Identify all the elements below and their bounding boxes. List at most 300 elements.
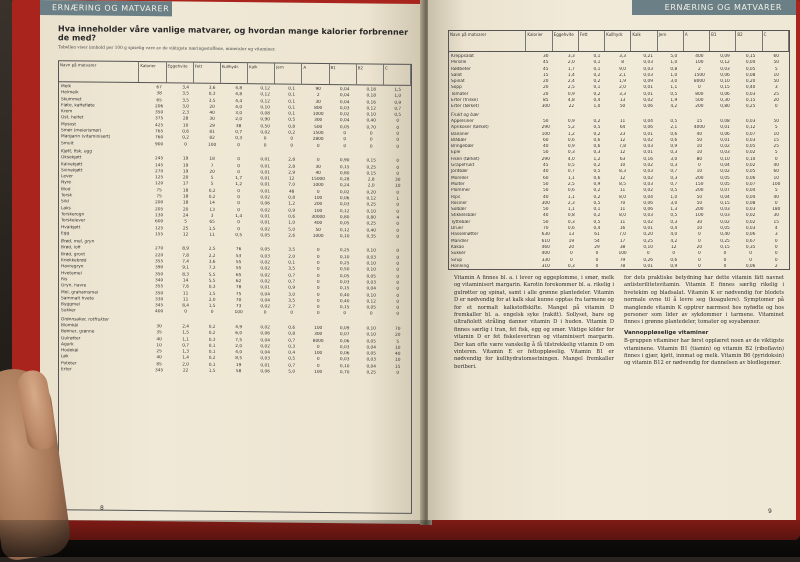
table-cell: 19	[182, 156, 189, 162]
table-surface-shadow	[0, 520, 800, 557]
table-cell: 0,8	[288, 124, 296, 130]
food-name: Erter (friske)	[451, 98, 478, 104]
table-cell: 1,1	[567, 194, 575, 200]
food-name: Lever	[61, 174, 73, 180]
table-cell: 0	[396, 138, 400, 144]
food-name: Bønner, grønne	[61, 329, 95, 335]
table-cell: 0	[237, 201, 241, 207]
table-cell: 48	[288, 189, 295, 195]
table-cell: 0,15	[366, 158, 377, 164]
table-cell: 0,12	[339, 227, 350, 233]
table-cell: 0,3	[670, 175, 678, 181]
table-cell: 0,01	[643, 91, 653, 97]
table-cell: 0,04	[366, 286, 377, 292]
table-cell: 0,9	[567, 91, 575, 97]
table-cell: 20	[182, 175, 189, 181]
table-cell: 30	[156, 324, 162, 330]
table-cell: 0,02	[720, 219, 730, 225]
table-cell: 5,5	[208, 272, 216, 278]
table-cell: 1000	[312, 233, 324, 239]
table-cell: 0,1	[593, 54, 601, 59]
table-cell: 0,04	[745, 188, 756, 194]
table-cell: 3,3	[619, 54, 626, 59]
table-cell: 12	[671, 244, 677, 250]
table-cell: 1,5	[394, 87, 402, 93]
table-cell	[252, 317, 279, 326]
table-cell: 0,9	[670, 263, 678, 269]
table-cell: 29	[594, 244, 600, 250]
table-cell: 0,1	[593, 207, 601, 213]
table-cell: 0	[369, 144, 373, 150]
food-name: Smør (meierismør)	[61, 128, 102, 134]
table-cell: 0	[316, 292, 320, 298]
table-cell: 0	[774, 251, 778, 257]
table-cell: 1,1	[567, 207, 575, 213]
table-cell: 0,2	[593, 213, 601, 219]
column-header: B1	[710, 31, 736, 51]
table-cell: 760	[155, 135, 164, 141]
food-name: Rosiner	[451, 200, 467, 206]
table-cell: 0,03	[643, 60, 653, 66]
table-cell: 2,0	[367, 183, 375, 189]
table-cell	[252, 239, 279, 248]
table-cell	[559, 111, 585, 119]
table-cell: 0,06	[643, 207, 653, 213]
table-cell: 340	[155, 278, 164, 284]
table-cell: 14	[209, 201, 215, 207]
food-name: Blod	[61, 186, 71, 193]
table-cell: 0,90	[260, 117, 270, 123]
table-cell: 0	[698, 251, 701, 257]
table-cell: 0,6	[593, 144, 601, 150]
table-cell: 61	[594, 232, 600, 238]
table-cell: 1,1	[567, 175, 575, 181]
table-cell: 0,1	[288, 260, 296, 266]
table-cell: 10	[395, 345, 401, 351]
table-cell: 0	[774, 244, 778, 250]
food-name: Bananer	[451, 131, 470, 137]
table-cell: 0,3	[567, 263, 575, 269]
table-cell: 0,67	[745, 238, 756, 244]
table-cell: 1,0	[593, 104, 601, 110]
table-cell: 0	[774, 156, 778, 162]
table-cell: 0,35	[745, 244, 756, 250]
table-cell: 0	[595, 263, 599, 269]
table-cell: 2,0	[288, 254, 296, 260]
table-cell: 1,1	[670, 85, 678, 91]
table-cell: 13	[209, 207, 215, 213]
table-cell: 10	[696, 150, 703, 156]
food-name: Laks	[61, 205, 71, 211]
table-cell: 8,4	[182, 303, 190, 309]
table-cell: 12	[619, 137, 626, 143]
column-header: Fett	[194, 63, 221, 83]
food-name: Grapefrukt	[451, 163, 475, 169]
table-cell: 65	[156, 97, 162, 103]
table-cell: 19	[568, 238, 575, 244]
table-cell: 0,1	[288, 92, 296, 98]
table-cell: 0,24	[339, 183, 350, 189]
food-name: Smult	[61, 140, 74, 147]
food-name: Torsk	[61, 193, 73, 199]
table-cell: 220	[155, 252, 164, 259]
table-cell: 0,10	[366, 326, 377, 332]
table-cell: 4,9	[235, 325, 243, 331]
table-cell	[172, 239, 199, 248]
table-cell: 1500	[693, 72, 705, 78]
table-cell: 0,05	[720, 226, 730, 232]
food-name: Krem	[61, 109, 73, 115]
table-cell: 0,20	[745, 79, 756, 85]
table-cell: 2,3	[567, 200, 575, 206]
table-cell: 2,8	[367, 177, 375, 183]
table-cell: 0,02	[260, 130, 270, 136]
table-cell: 0,01	[643, 150, 653, 156]
table-cell: 11	[182, 290, 189, 297]
table-cell: 0,01	[260, 363, 270, 369]
table-cell: 0,7	[394, 106, 402, 112]
table-cell: 17	[182, 181, 189, 188]
table-cell: 18	[182, 200, 189, 206]
table-cell: 0,6	[670, 131, 678, 137]
table-cell: 5	[774, 66, 778, 72]
table-cell: 0,2	[593, 194, 601, 200]
table-cell: 0,07	[745, 131, 756, 137]
table-cell: 0,1	[593, 60, 601, 66]
table-cell: 8,3	[182, 272, 190, 278]
table-cell: 0,3	[567, 219, 575, 225]
table-cell: 0,05	[366, 338, 377, 345]
table-cell: 0,10	[366, 261, 377, 267]
table-cell: 6,0	[235, 331, 243, 337]
table-cell: 90	[315, 86, 321, 92]
table-cell: 7	[210, 163, 214, 169]
table-cell: 0	[210, 310, 214, 316]
table-cell: 0	[396, 234, 400, 240]
table-cell: 0,9	[288, 208, 296, 214]
table-cell: 0,2	[182, 135, 190, 141]
table-cell: 0,06	[260, 201, 270, 207]
food-name: Poteter	[61, 360, 77, 367]
table-cell: 4,2	[670, 104, 678, 110]
table-cell: 0,03	[339, 345, 350, 351]
table-cell: 0,06	[339, 196, 350, 202]
table-cell: 0	[396, 209, 400, 215]
table-cell: 0,04	[260, 298, 270, 304]
table-cell: 0,06	[339, 351, 350, 357]
table-cell: 0	[396, 293, 400, 299]
table-cell: 5,5	[208, 278, 216, 284]
table-cell: 0	[316, 344, 320, 350]
table-cell: 0,3	[593, 150, 601, 156]
table-cell: 355	[155, 284, 164, 290]
table-cell: 3,5	[182, 98, 190, 104]
table-cell: 0,40	[720, 232, 730, 238]
table-cell: 100	[314, 208, 323, 214]
table-cell: 800	[314, 105, 323, 111]
table-cell: 20	[182, 207, 189, 213]
table-cell: 20	[696, 244, 703, 250]
table-cell: 73	[235, 304, 242, 310]
table-cell: 100	[314, 325, 323, 331]
table-cell: 10	[696, 169, 703, 175]
table-cell: 50	[543, 118, 549, 124]
table-header	[449, 31, 789, 52]
table-cell: 0	[396, 144, 400, 150]
table-cell	[384, 318, 411, 327]
table-cell: 5,2	[567, 125, 575, 131]
table-cell: 0,8	[288, 331, 296, 337]
table-cell: 0,07	[720, 188, 730, 194]
table-cell: 40	[395, 351, 401, 357]
table-cell: 10	[395, 184, 401, 190]
table-cell: 400	[314, 221, 323, 227]
table-cell: 7,0	[619, 232, 626, 238]
food-name: Agurk	[61, 342, 74, 348]
food-name: Tyttebær	[451, 219, 471, 225]
table-cell: 0,20	[643, 232, 653, 238]
table-cell: 8,0	[619, 194, 626, 200]
table-cell: 0,02	[260, 304, 270, 310]
table-cell: 0,05	[339, 124, 350, 131]
table-cell: 0,3	[208, 284, 216, 291]
table-cell: 300	[541, 104, 550, 110]
table-cell: 30	[209, 117, 215, 123]
table-cell: 145	[155, 162, 164, 168]
table-cell: 1,2	[288, 201, 296, 208]
table-cell: 300	[541, 200, 550, 206]
table-cell: 1,0	[394, 94, 402, 100]
table-cell: 8,5	[235, 356, 243, 362]
table-cell: 3,4	[182, 85, 190, 91]
table-cell: 0,10	[366, 248, 377, 254]
table-cell: 60	[543, 175, 549, 181]
table-cell: 65	[209, 220, 215, 226]
table-cell: 0,70	[366, 125, 377, 131]
table-cell	[225, 317, 252, 326]
table-cell: 0,02	[643, 175, 653, 181]
food-name: Margarin (vitaminisert)	[61, 134, 111, 141]
table-cell: 75	[235, 291, 242, 297]
table-cell: 2,0	[619, 85, 626, 91]
table-cell: 100	[618, 251, 627, 257]
table-cell: 0,15	[339, 164, 350, 170]
table-cell: 0,15	[720, 85, 730, 91]
table-cell: 0,10	[366, 292, 377, 299]
table-cell: 2800	[312, 137, 324, 143]
table-cell: 15	[773, 137, 779, 143]
table-cell: 0	[316, 158, 320, 164]
table-cell: 0,8	[567, 213, 575, 219]
table-cell: 67	[156, 85, 162, 91]
page-number-left: 8	[100, 504, 104, 512]
table-cell: 0,01	[260, 189, 270, 195]
table-cell: 8000	[693, 79, 705, 85]
table-cell: 0,12	[720, 60, 730, 66]
table-cell: 0,01	[260, 182, 270, 188]
table-cell: 5	[396, 339, 400, 345]
table-cell: 0,03	[720, 207, 730, 213]
table-cell: 0	[316, 260, 320, 266]
table-cell: 3,3	[619, 91, 626, 97]
table-cell: 0,05	[260, 247, 270, 253]
table-cell: 70	[235, 297, 242, 303]
table-cell: 79	[619, 257, 626, 263]
right-page	[428, 0, 796, 520]
table-cell: 0,15	[339, 286, 350, 292]
table-cell: 65	[235, 272, 242, 278]
table-cell	[278, 317, 305, 326]
table-cell: 0,02	[260, 325, 270, 331]
section-subhead: Vannoppløselige vitaminer	[624, 329, 709, 336]
table-cell: 0	[774, 257, 778, 263]
table-cell: 0,6	[670, 137, 678, 143]
table-cell: 13	[568, 232, 575, 238]
column-header: Eggehvite	[167, 62, 194, 82]
table-cell: 25	[182, 226, 189, 232]
table-cell	[738, 111, 764, 119]
table-cell: 0	[396, 261, 400, 267]
table-cell: 0,02	[260, 226, 270, 232]
table-cell: 11	[619, 188, 626, 194]
food-name: Grønnsaker, rotfrukter	[61, 316, 109, 323]
table-cell: 18	[182, 194, 189, 200]
table-cell: 1,2	[593, 156, 601, 162]
table-cell: 425	[155, 122, 164, 129]
table-cell: 200	[695, 104, 704, 110]
food-name: Rødbeter	[451, 66, 471, 72]
table-cell: 0,5	[670, 91, 678, 97]
table-cell: 63	[619, 156, 626, 162]
table-cell: 0,05	[366, 274, 377, 280]
table-cell: 500	[695, 98, 704, 104]
food-name: Bringebær	[451, 144, 474, 150]
table-cell: 100	[541, 131, 550, 137]
food-name: Moreller	[451, 175, 469, 181]
table-cell: 35	[156, 330, 162, 336]
table-cell: 0,02	[643, 163, 653, 169]
table-cell: 0,26	[643, 257, 653, 263]
table-body	[449, 52, 789, 272]
food-name: Hvalkjøtt	[61, 224, 81, 230]
table-cell: 62	[235, 278, 242, 285]
table-cell: 0,04	[260, 291, 270, 297]
table-cell: 0	[237, 226, 241, 232]
table-cell: 0,90	[339, 158, 350, 164]
table-cell: 7,3	[208, 266, 216, 272]
table-cell: 0	[396, 171, 400, 177]
table-cell: 0,1	[208, 343, 216, 349]
table-cell	[305, 317, 332, 326]
table-cell: 0,2	[593, 79, 601, 85]
table-cell: 0,21	[643, 54, 653, 59]
table-cell: 0	[396, 274, 400, 280]
table-cell: 7,4	[182, 259, 190, 265]
table-cell: 78	[235, 285, 242, 291]
table-cell	[687, 111, 713, 119]
table-cell: 0	[396, 312, 400, 318]
table-cell: 40	[543, 194, 549, 200]
table-cell: 0,5	[288, 357, 296, 363]
table-cell: 0,05	[745, 169, 756, 175]
table-cell: 0,02	[260, 260, 270, 266]
table-cell: 0,7	[288, 273, 296, 279]
food-name: Tomater	[451, 91, 469, 97]
table-cell: 2,8	[288, 157, 296, 163]
table-cell: 0,5	[593, 125, 601, 131]
table-cell: 0,6	[593, 137, 601, 143]
table-cell: 0,01	[260, 170, 270, 176]
table-cell: 15	[395, 364, 401, 370]
table-cell: 45	[543, 163, 549, 169]
table-cell: 0,10	[260, 105, 270, 111]
table-cell: 0,16	[366, 100, 377, 106]
table-cell: 610	[541, 238, 550, 244]
table-cell: 7,6	[182, 284, 190, 290]
table-cell: 0,08	[745, 200, 756, 206]
table-cell: 0	[396, 370, 400, 376]
table-cell: 0	[184, 309, 187, 315]
table-cell: 0,06	[745, 232, 756, 238]
column-header: Jern	[275, 63, 302, 83]
table-cell: 3,5	[288, 298, 296, 304]
table-cell: 0,3	[670, 163, 678, 169]
table-cell: 350	[155, 271, 164, 277]
table-cell: 0,05	[745, 66, 756, 72]
table-cell: 82	[209, 136, 215, 142]
table-cell: 5	[210, 182, 214, 188]
table-cell: 0,1	[208, 349, 216, 356]
table-cell	[278, 149, 305, 158]
table-cell: 30	[315, 99, 321, 105]
table-cell: 0	[237, 188, 241, 194]
food-name: Sukker	[451, 251, 466, 257]
table-cell: 11	[209, 232, 215, 238]
table-cell: 0,7	[182, 343, 190, 349]
table-cell: 40	[156, 355, 162, 361]
table-cell: 0	[396, 286, 400, 292]
table-cell: 0	[723, 257, 727, 263]
table-cell: 20	[209, 104, 215, 110]
table-cell: 20	[543, 85, 549, 91]
table-cell: 0,1	[288, 99, 296, 105]
table-cell: 1,2	[567, 131, 575, 137]
table-cell: 4,0	[235, 104, 243, 111]
table-cell: 120	[155, 181, 164, 187]
table-cell: 0,02	[720, 169, 730, 175]
table-cell: 0	[396, 221, 400, 227]
table-cell: 3	[774, 85, 778, 91]
table-row	[449, 264, 789, 270]
column-header: Eggehvite	[553, 31, 579, 51]
table-cell: 1,0	[670, 72, 678, 78]
table-cell: 30	[395, 177, 401, 183]
table-cell: 0,2	[208, 188, 216, 194]
table-cell: 2,0	[235, 343, 243, 349]
table-section-heading	[449, 111, 789, 119]
table-cell: 8000	[312, 338, 324, 344]
table-cell: 0,04	[720, 194, 730, 200]
table-cell: 0,09	[643, 79, 653, 85]
food-name: Appelsiner	[451, 118, 474, 124]
table-cell: 0,03	[339, 202, 350, 208]
table-cell: 3,5	[208, 98, 216, 104]
table-cell: 0,05	[720, 181, 730, 187]
table-cell: 0,40	[339, 298, 350, 305]
table-cell: 400	[155, 309, 164, 315]
table-cell: 0	[396, 190, 400, 196]
table-cell: 0,07	[745, 181, 756, 187]
